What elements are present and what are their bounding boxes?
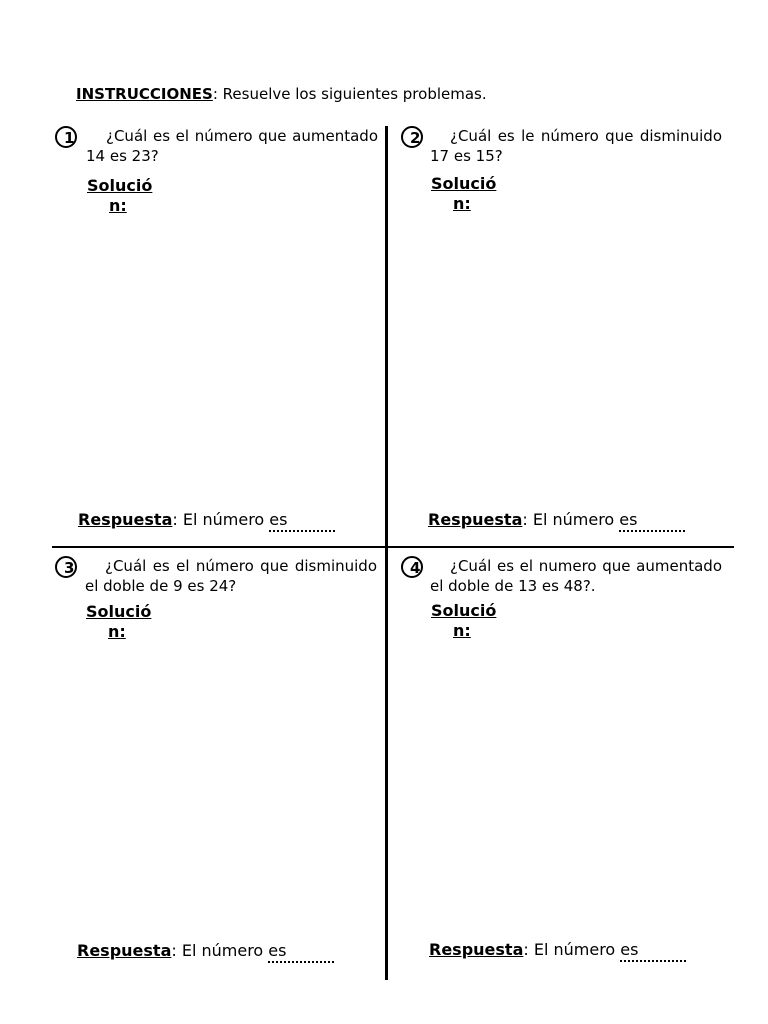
horizontal-divider xyxy=(52,546,734,548)
problem-1-question: ¿Cuál es el número que aumentado 14 es 23? xyxy=(86,127,378,165)
problem-1 xyxy=(86,126,378,166)
problem-1-solution-label: Solució n: xyxy=(87,176,153,215)
problem-1-number-badge: 1 xyxy=(55,126,77,148)
problem-3-answer-label: Respuesta xyxy=(77,941,172,960)
problem-2-question: ¿Cuál es le número que disminuido 17 es 15? xyxy=(430,127,722,165)
vertical-divider xyxy=(385,126,388,980)
instructions xyxy=(76,85,487,103)
problem-4-answer: Respuesta: El número es xyxy=(429,940,686,959)
problem-3-question: ¿Cuál es el número que disminuido el doble de 9 es 24? xyxy=(85,557,377,595)
problem-4-number-badge: 4 xyxy=(401,556,423,578)
problem-4-solution-label: Solució n: xyxy=(431,601,497,640)
problem-2-solution-label: Solució n: xyxy=(431,174,497,213)
problem-2-number-badge: 2 xyxy=(401,126,423,148)
problem-2-answer-blank[interactable]: es xyxy=(619,510,685,532)
problem-2-answer: Respuesta: El número es xyxy=(428,510,685,529)
instructions-text: : Resuelve los siguientes problemas. xyxy=(212,85,487,103)
problem-3-solution-label: Solució n: xyxy=(86,602,152,641)
problem-1-answer-label: Respuesta xyxy=(78,510,173,529)
problem-3-number-badge: 3 xyxy=(55,556,77,578)
problem-4 xyxy=(430,556,722,596)
problem-2-answer-label: Respuesta xyxy=(428,510,523,529)
problem-1-answer: Respuesta: El número es xyxy=(78,510,335,529)
problem-1-answer-blank[interactable]: es xyxy=(269,510,335,532)
problem-2 xyxy=(430,126,722,166)
problem-4-answer-blank[interactable]: es xyxy=(620,940,686,962)
problem-4-answer-label: Respuesta xyxy=(429,940,524,959)
problem-3 xyxy=(85,556,377,596)
instructions-label: INSTRUCCIONES xyxy=(76,85,213,103)
problem-4-question: ¿Cuál es el numero que aumentado el doble de 13 es 48?. xyxy=(430,557,722,595)
problem-3-answer-blank[interactable]: es xyxy=(268,941,334,963)
problem-3-answer: Respuesta: El número es xyxy=(77,941,334,960)
